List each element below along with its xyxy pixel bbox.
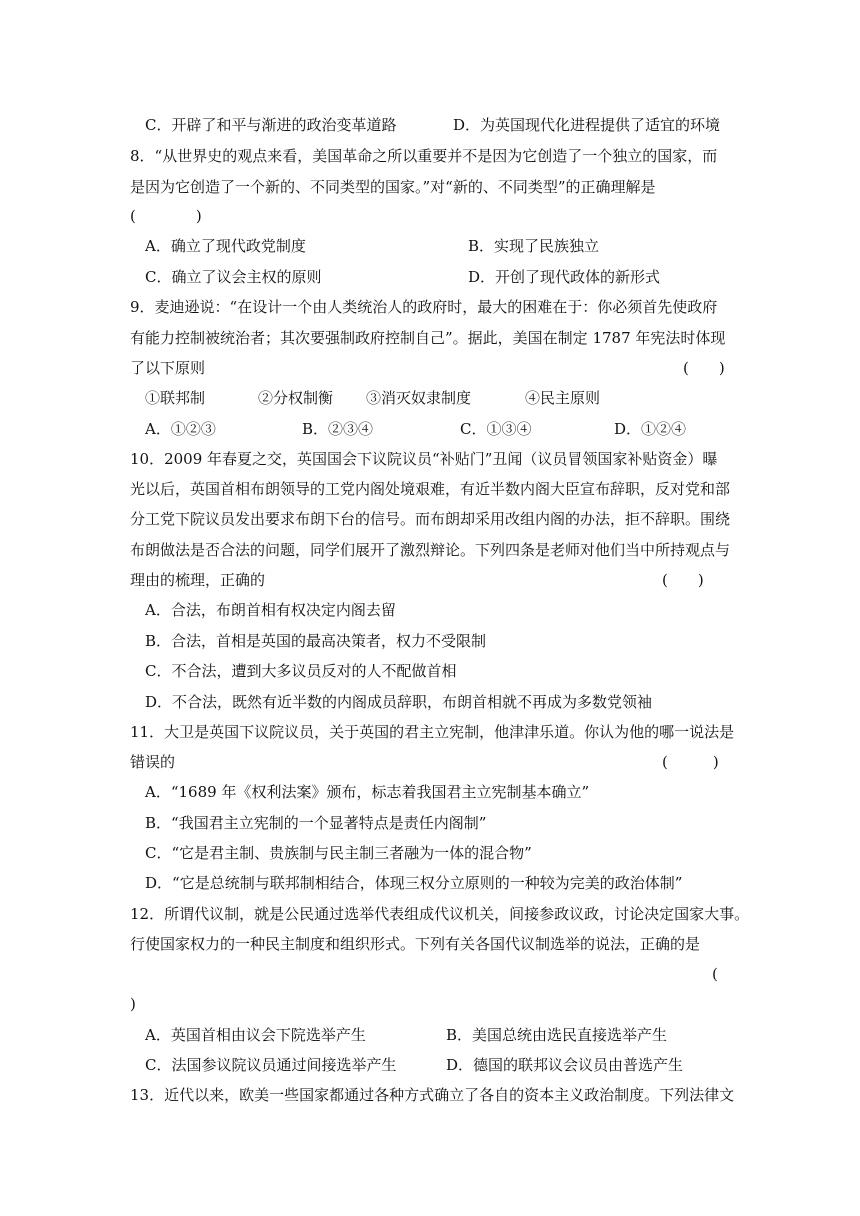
q10-stem-line-3: 分工党下院议员发出要求布朗下台的信号。而布朗却采用改组内阁的办法，拒不辞职。围绕 <box>130 510 731 528</box>
q9-stem-line-3: 了以下原则 <box>130 359 206 377</box>
q10-stem-line-1: 10．2009 年春夏之交，英国国会下议院议员“补贴门”丑闻（议员冒领国家补贴资金）曝 <box>130 450 718 468</box>
q8-stem-line-2: 是因为它创造了一个新的、不同类型的国家。”对“新的、不同类型”的正确理解是 <box>130 178 656 196</box>
q7-option-c: C．开辟了和平与渐进的政治变革道路 <box>145 116 397 134</box>
q12-option-a: A．英国首相由议会下院选举产生 <box>145 1026 366 1044</box>
q11-stem-line-1: 11．大卫是英国下议院议员，关于英国的君主立宪制，他津津乐道。你认为他的哪一说法是 <box>130 723 735 741</box>
q8-option-b: B．实现了民族独立 <box>468 237 600 255</box>
q11-option-a: A．“1689 年《权利法案》颁布，标志着我国君主立宪制基本确立” <box>145 783 590 801</box>
q10-option-b: B．合法，首相是英国的最高决策者，权力不受限制 <box>145 632 487 650</box>
q12-option-b: B．美国总统由选民直接选举产生 <box>446 1026 668 1044</box>
q9-item-4: ④民主原则 <box>525 389 601 407</box>
q12-answer-paren-open: ( <box>712 965 718 983</box>
q12-stem-line-2: 行使国家权力的一种民主制度和组织形式。下列有关各国代议制选举的说法，正确的是 <box>130 935 701 953</box>
q9-option-c: C．①③④ <box>460 420 532 438</box>
q11-answer-paren: ( ) <box>662 753 719 771</box>
q8-answer-paren: ( ) <box>130 207 202 225</box>
q9-item-1: ①联邦制 <box>145 389 206 407</box>
q10-answer-paren: ( ) <box>662 571 704 589</box>
q10-stem-line-4: 布朗做法是否合法的问题，同学们展开了激烈辩论。下列四条是老师对他们当中所持观点与 <box>130 541 731 559</box>
q10-option-d: D．不合法，既然有近半数的内阁成员辞职，布朗首相就不再成为多数党领袖 <box>145 693 653 711</box>
q9-option-b: B．②③④ <box>302 420 374 438</box>
q12-answer-paren-close: ) <box>130 995 136 1013</box>
q10-stem-line-5: 理由的梳理，正确的 <box>130 571 266 589</box>
q11-option-d: D．“它是总统制与联邦制相结合，体现三权分立原则的一种较为完美的政治体制” <box>145 874 683 892</box>
q10-stem-line-2: 光以后，英国首相布朗领导的工党内阁处境艰难，有近半数内阁大臣宣布辞职，反对党和部 <box>130 480 731 498</box>
q9-stem-line-2: 有能力控制被统治者；其次要强制政府控制自己”。据此，美国在制定 1787 年宪法时体现 <box>130 329 726 347</box>
q12-option-c: C．法国参议院议员通过间接选举产生 <box>145 1056 397 1074</box>
q9-option-a: A．①②③ <box>145 420 216 438</box>
q11-option-b: B．“我国君主立宪制的一个显著特点是责任内阁制” <box>145 814 487 832</box>
q8-stem-line-1: 8．“从世界史的观点来看，美国革命之所以重要并不是因为它创造了一个独立的国家，而 <box>130 147 718 165</box>
q9-item-2: ②分权制衡 <box>258 389 334 407</box>
q8-option-a: A．确立了现代政党制度 <box>145 237 306 255</box>
q11-stem-line-2: 错误的 <box>130 753 176 771</box>
q9-item-3: ③消灭奴隶制度 <box>366 389 472 407</box>
q11-option-c: C．“它是君主制、贵族制与民主制三者融为一体的混合物” <box>145 844 532 862</box>
q9-answer-paren: ( ) <box>683 359 725 377</box>
q10-option-c: C．不合法，遭到大多议员反对的人不配做首相 <box>145 662 457 680</box>
q12-stem-line-1: 12．所谓代议制，就是公民通过选举代表组成代议机关，间接参政议政，讨论决定国家大事。 <box>130 905 750 923</box>
q13-stem-line-1: 13．近代以来，欧美一些国家都通过各种方式确立了各自的资本主义政治制度。下列法律文 <box>130 1086 735 1104</box>
q8-option-d: D．开创了现代政体的新形式 <box>468 268 661 286</box>
q9-stem-line-1: 9．麦迪逊说：“在设计一个由人类统治人的政府时，最大的困难在于：你必须首先使政府 <box>130 298 718 316</box>
q10-option-a: A．合法，布朗首相有权决定内阁去留 <box>145 601 396 619</box>
q12-option-d: D．德国的联邦议会议员由普选产生 <box>446 1056 684 1074</box>
q8-option-c: C．确立了议会主权的原则 <box>145 268 322 286</box>
q9-option-d: D．①②④ <box>614 420 687 438</box>
q7-option-d: D．为英国现代化进程提供了适宜的环境 <box>453 116 721 134</box>
